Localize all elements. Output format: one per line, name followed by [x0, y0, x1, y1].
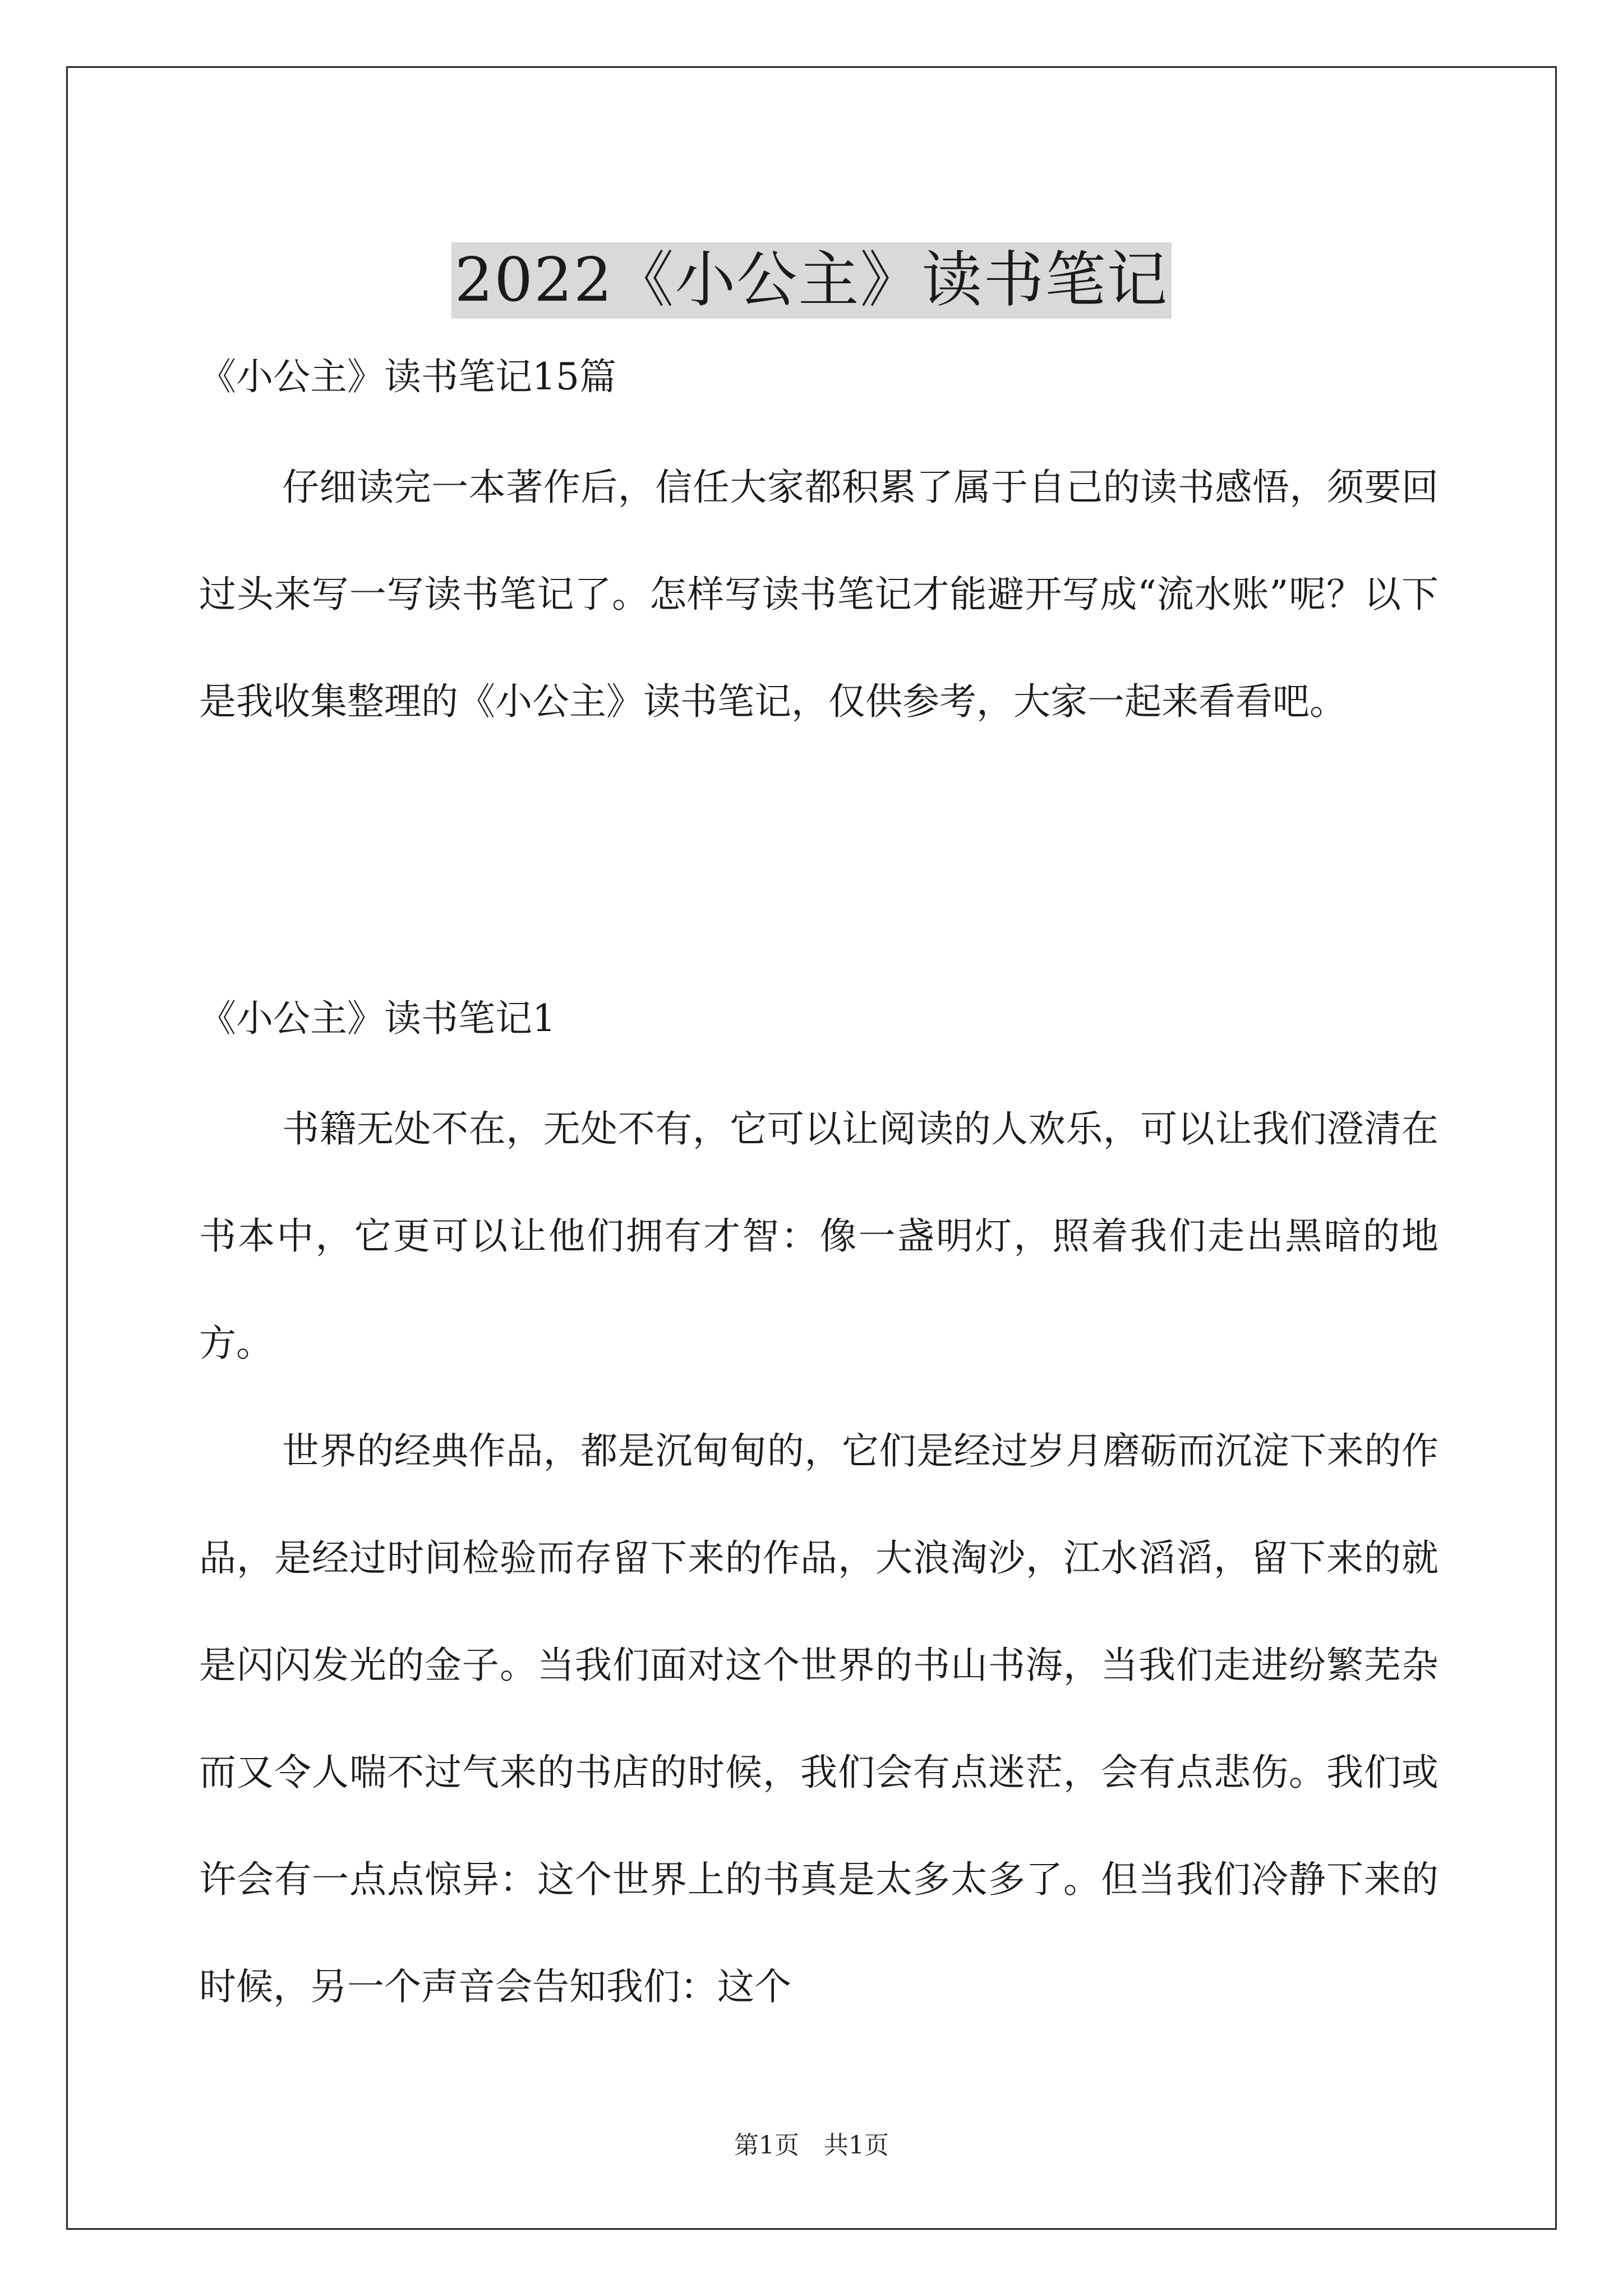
intro-paragraph: 仔细读完一本著作后，信任大家都积累了属于自己的读书感悟，须要回过头来写一写读书笔记了。怎样写读书笔记才能避开写成“流水账”呢？以下是我收集整理的《小公主》读书笔记，仅供参考，大家一起来看看吧。	[199, 466, 1438, 723]
section1-paragraph-1: 书籍无处不在，无处不有，它可以让阅读的人欢乐，可以让我们澄清在书本中，它更可以让他们拥有才智：像一盏明灯，照着我们走出黑暗的地方。	[199, 1107, 1438, 1365]
section1-paragraph-2: 世界的经典作品，都是沉甸甸的，它们是经过岁月磨砺而沉淀下来的作品，是经过时间检验而存留下来的作品，大浪淘沙，江水滔滔，留下来的就是闪闪发光的金子。当我们面对这个世界的书山书海，当我们走进纷繁芜杂而又令人喘不过气来的书店的时候，我们会有点迷茫，会有点悲伤。我们或许会有一点点惊异：这个世界上的书真是太多太多了。但当我们冷静下来的时候，另一个声音会告知我们：这个	[199, 1429, 1438, 2008]
section-heading: 《小公主》读书笔记1	[199, 997, 556, 1040]
title-container	[0, 202, 1623, 360]
document-title: 2022《小公主》读书笔记	[451, 242, 1172, 319]
page-footer: 第1页 共1页	[734, 2131, 889, 2160]
document-subtitle: 《小公主》读书笔记15篇	[199, 355, 616, 398]
